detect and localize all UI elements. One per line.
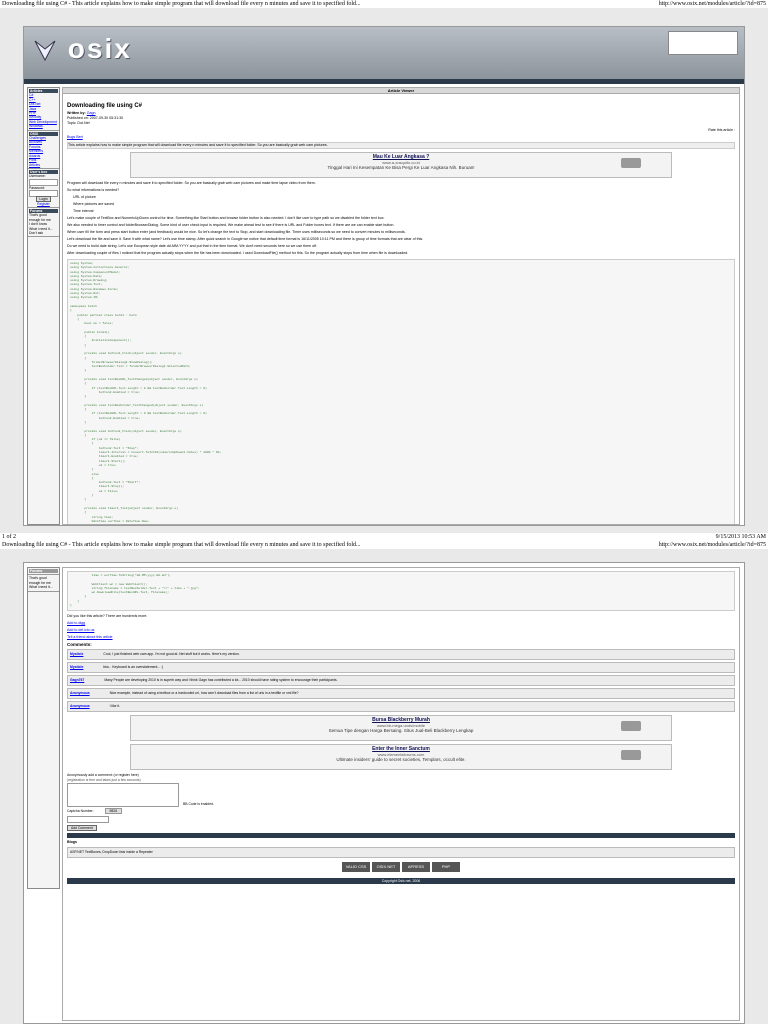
- site-banner: [24, 27, 744, 79]
- print-url: http://www.osix.net/modules/article/?id=875: [658, 1, 766, 7]
- divider-bar: [67, 833, 735, 838]
- blogs-title: Blogs: [67, 840, 77, 845]
- like-text: Did you like this article? There are hundreds more.: [67, 614, 148, 619]
- badge[interactable]: VALID CSS: [342, 862, 370, 872]
- sidebar: [27, 87, 60, 525]
- sidebar-link[interactable]: Security: [29, 115, 42, 120]
- ad-button[interactable]: [621, 750, 641, 760]
- author-link[interactable]: Gagn: [86, 111, 96, 115]
- sidebar-link[interactable]: PHP: [29, 111, 36, 116]
- nav-strip: [24, 79, 744, 84]
- digg-link[interactable]: Add to digg: [67, 621, 86, 626]
- comment: Mysticle btw... Keyboard is an overstatement... :): [67, 662, 735, 673]
- comment-form: Anonymously add a comment: (or register here) (registration is free and takes just a few seconds) BB Code is enabled. Captcha Number: 9826 Add Comment: [67, 773, 214, 831]
- badge-row: [63, 862, 739, 872]
- sidebar-link[interactable]: Members: [29, 149, 44, 154]
- print-footer: 1 of 2 9/15/2013 10:53 AM Downloading file using C# - This article explains how to make simple program that will download file every n minutes and save it to specified fold... http://www.osix.net/modules/article/?id=875: [2, 534, 766, 548]
- comment: Anonymous I like it.: [67, 701, 735, 712]
- code-block-tail: time = ourTime.ToString("dd-MM-yyyy HH.mm"); WebClient wc = new WebClient(); string filename = textBoxFolder.Text + "\\" + time + ".jpg"; wc.DownloadFile(textBoxURL.Text, filename); } } }: [67, 571, 735, 611]
- read-link[interactable]: Bugs Bert: [67, 135, 83, 139]
- delicious-link[interactable]: Add to del.icio.us: [67, 628, 95, 633]
- ad-block[interactable]: Mau Ke Luar Angkasa ? www.a-xosquito.co.id Tinggal Hari Ini Kesempatan Ke Bisa Pergi Ke Luar Angkasa Nih. Buruan!: [130, 152, 672, 178]
- article-panel-continued: [62, 567, 740, 1021]
- sidebar-link[interactable]: Archives: [29, 140, 43, 145]
- article-title: Downloading file using C#: [67, 103, 142, 109]
- sidebar-continued: Forums That's good enough for me What i need it...: [27, 567, 60, 889]
- comment-textarea[interactable]: [67, 783, 179, 807]
- badge[interactable]: APRESS: [402, 862, 430, 872]
- tell-friend-link[interactable]: Tell a friend about this article: [67, 635, 113, 640]
- page-1: [23, 26, 745, 526]
- add-comment-button[interactable]: Add Comment: [67, 825, 97, 831]
- sidebar-box-osix: OSIX Challenges Archives Forums Members Awards Polls Articles: [28, 131, 59, 169]
- sidebar-link[interactable]: Polls: [29, 158, 37, 163]
- sidebar-link[interactable]: C#: [29, 93, 34, 98]
- ad-block[interactable]: Enter the Inner Sanctum www.elementsforums.com Ultimate insiders' guide to secret societies, Templars, occult elite.: [130, 744, 672, 770]
- sidebar-link[interactable]: Forums: [29, 144, 41, 149]
- captcha-value: 9826: [105, 808, 123, 814]
- article-panel: Article Viewer Downloading file using C# Written by: Gagn Published on: 2007-09-30 05:31:30 Topic: Dot.Net Rate this article : Bugs Bert This article explains how to make simple program that will download file every n minutes and save it to specified folder. So you are basically grab web cam pictures. Mau Ke Luar Angkasa ? www.a-xosquito.co.id Tinggal Hari Ini Kesempatan Ke Bisa Pergi Ke Luar Angkasa Nih. Buruan! Program will download file every n minutes and save it to specified folder. So you are basically grab web cam pictures and make time lapse video from them. So what informations is needed? URL of picture Where pictures are saved Time interval Let's make couple of TextBox and NumericUpDown control for time. Something like Start button and browse folder button is also needed. I don't like user to type path so we disabled the folder text box. We also needed to timer control and folderBrowserDialog. Some kind of user check input is required. We make ahead test to see if there is URL and Folder boxes text. If there are we can enable start button. When user fill the form and press start button enter (and feedback) would be nice. So let's change the text to Stop, and start downloading file. Timer uses milliseconds so we need to convert minutes to milliseconds. Let's download the file and save it. Save it with what name? Let's use time stamp. After quick search in Google we notice that default time format is 16/11/2005 10:11 PM and there is group of time formats that are clear of this. Do we need to build date string. Let's use European style date dd-MM-YYYY and put that in the time format. We don't need seconds here so we use them off. After downloading couple of files I noticed that the program actually stops when the file has been downloaded. I used DownloadFile() method for this. So the program actually stops from time when file is downloaded. using System; using System.Collections.Generic; using System.ComponentModel; using System.Data; using System.Drawing; using System.Text; using System.Windows.Forms; using System.Net; using System.IO; namespace Fetch { public partial class Form1 : Form { bool ok = false; public Form1() { InitializeComponent(); } private void button1_Click(object sender, EventArgs e) { folderBrowserDialog1.ShowDialog(); textBoxFolder.Text = folderBrowserDialog1.SelectedPath; } private void textBoxURL_TextChanged(object sender, EventArgs e) { if (textBoxURL.Text.Length > 0 && textBoxFolder.Text.Length > 0) button2.Enabled = true; } private void textBoxFolder_TextChanged(object sender, EventArgs e) { if (textBoxURL.Text.Length > 0 && textBoxFolder.Text.Length > 0) button2.Enabled = true; } private void button2_Click(object sender, EventArgs e) { if (ok == false) { button2.Text = "Stop"; timer1.Interval = Convert.ToInt32(numericUpDown1.Value) * 1000 * 60; timer1.Enabled = true; timer1.Start(); ok = true; } else { button2.Text = "Start"; timer1.Stop(); ok = false; } } private void timer1_Tick(object sender, EventArgs e) { string time; DateTime ourTime = DateTime.Now;: [62, 87, 740, 525]
- ad-button[interactable]: [621, 158, 641, 168]
- sidebar-box-articles: Articles C# C++ Dot.Net Java PHP Security Web Development Windows: [28, 88, 59, 131]
- sidebar-box-forums: Forums That's good enough for me I don't know What i need it... Don't ask: [28, 208, 59, 237]
- print-header: [0, 0, 768, 8]
- page-2: [23, 562, 745, 1024]
- comments-title: Comments:: [67, 642, 92, 648]
- code-block: using System; using System.Collections.Generic; using System.ComponentModel; using System.Data; using System.Drawing; using System.Text; using System.Windows.Forms; using System.Net; using System.IO; namespace Fetch { public partial class Form1 : Form { bool ok = false; public Form1() { InitializeComponent(); } private void button1_Click(object sender, EventArgs e) { folderBrowserDialog1.ShowDialog(); textBoxFolder.Text = folderBrowserDialog1.SelectedPath; } private void textBoxURL_TextChanged(object sender, EventArgs e) { if (textBoxURL.Text.Length > 0 && textBoxFolder.Text.Length > 0) button2.Enabled = true; } private void textBoxFolder_TextChanged(object sender, EventArgs e) { if (textBoxURL.Text.Length > 0 && textBoxFolder.Text.Length > 0) button2.Enabled = true; } private void button2_Click(object sender, EventArgs e) { if (ok == false) { button2.Text = "Stop"; timer1.Interval = Convert.ToInt32(numericUpDown1.Value) * 1000 * 60; timer1.Enabled = true; timer1.Start(); ok = true; } else { button2.Text = "Start"; timer1.Stop(); ok = false; } } private void timer1_Tick(object sender, EventArgs e) { string time; DateTime ourTime = DateTime.Now;: [67, 259, 735, 525]
- login-button[interactable]: Login: [36, 196, 50, 202]
- register-link[interactable]: Register: [37, 201, 50, 206]
- logo-emblem-icon: [32, 38, 58, 64]
- comment: Anonymous Nice example, instead of using a textbox or a hardcoded url, how won't download files from a list of urls in a textfile or xml file?: [67, 688, 735, 699]
- rate-article[interactable]: Rate this article :: [708, 128, 735, 132]
- print-title: Downloading file using C# - This article explains how to make simple program that will download file every n minutes and save it to specified fold...: [2, 1, 361, 7]
- comment: Mysticle Cool, I just finished web cam app. I'm not good at .Net stuff but it works. Here's my version.: [67, 649, 735, 660]
- top-links: [668, 31, 738, 55]
- sidebar-box-login: User's box Username: Password: Login Register: [28, 169, 59, 208]
- footer-bar: Copyright Osix.net, 2006: [67, 878, 735, 884]
- article-intro: This article explains how to make simple program that will download file every n minutes and save it to specified folder. So you are basically grab web cam pictures.: [67, 142, 735, 149]
- article-meta: Written by: Gagn Published on: 2007-09-30 05:31:30 Topic: Dot.Net: [67, 111, 124, 125]
- sidebar-link[interactable]: C++: [29, 97, 36, 102]
- sidebar-link[interactable]: Java: [29, 106, 37, 111]
- sidebar-link[interactable]: Articles: [29, 162, 41, 167]
- badge[interactable]: OSIX.NET: [372, 862, 400, 872]
- site-logo: osix: [32, 33, 132, 65]
- comment: Gagn767 Many People are developing 2010 is in superb way and I think Gagn has contributed a lot... 2010 should have rating system to encourage their participants.: [67, 675, 735, 686]
- sidebar-link[interactable]: Challenges: [29, 136, 46, 141]
- username-input[interactable]: [29, 179, 58, 186]
- sidebar-link[interactable]: Windows: [29, 124, 43, 129]
- sidebar-link[interactable]: Web Development: [29, 119, 57, 124]
- sidebar-link[interactable]: Awards: [29, 153, 41, 158]
- badge[interactable]: PHP: [432, 862, 460, 872]
- main-title: Article Viewer: [63, 88, 739, 94]
- blog-item[interactable]: ASP.NET TextBoxes, DropDown lists inside a Repeater: [67, 847, 735, 858]
- sidebar-link[interactable]: Dot.Net: [29, 102, 41, 107]
- ad-block[interactable]: Bursa Blackberry Murah www.bb-mega.unds/mobile Semua Tipe dengan Harga Bersaing. Situs Jual-Beli Blackberry Lengkap: [130, 715, 672, 741]
- captcha-input[interactable]: [67, 816, 109, 823]
- ad-button[interactable]: [621, 721, 641, 731]
